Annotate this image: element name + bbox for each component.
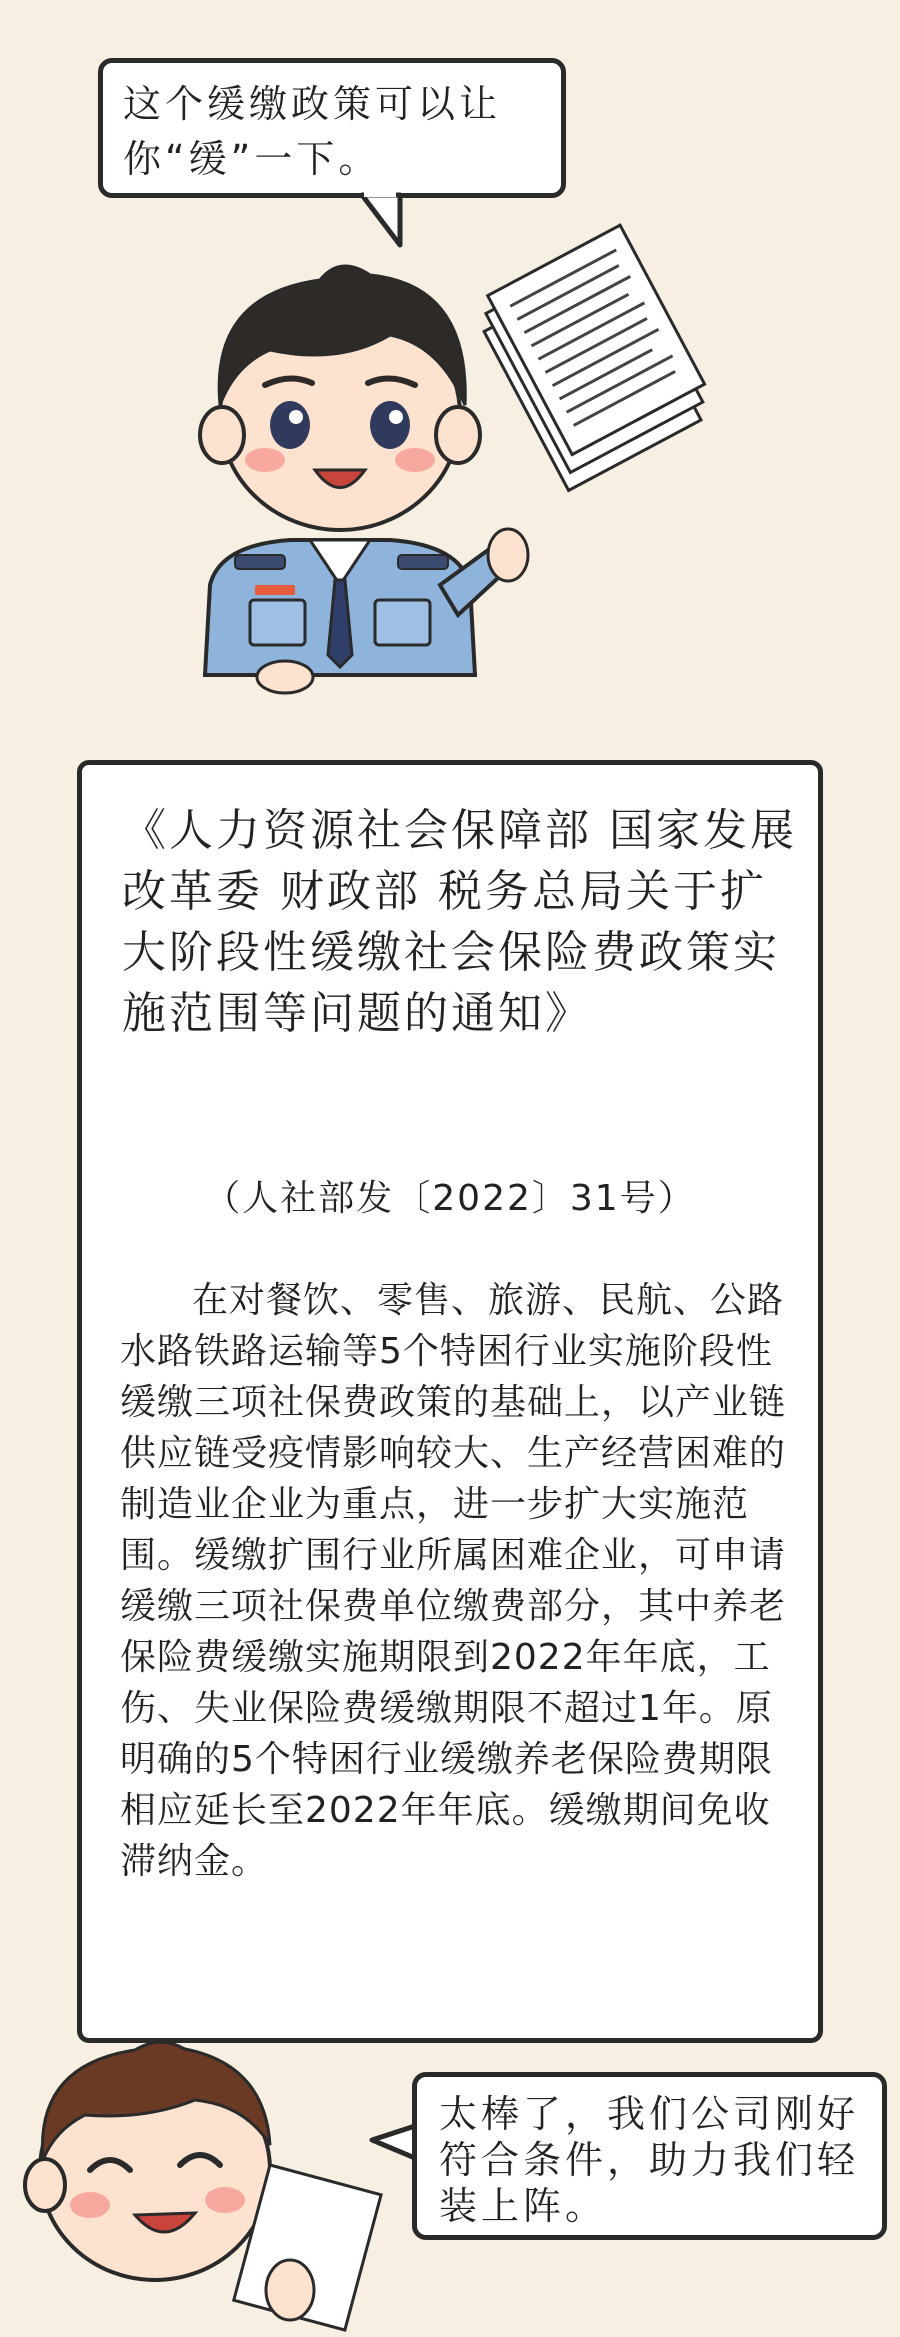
notice-number: （人社部发〔2022〕31号） xyxy=(204,1178,696,1219)
speech-bubble-bottom xyxy=(412,2072,887,2240)
speech-text-bottom: 太棒了，我们公司刚好符合条件，助力我们轻装上阵。 xyxy=(439,2092,860,2228)
notice-document xyxy=(77,760,823,2043)
notice-title: 《人力资源社会保障部 国家发展改革委 财政部 税务总局关于扩大阶段性缓缴社会保险费政策实施范围等问题的通知》 xyxy=(122,805,797,1039)
speech-tail-top xyxy=(360,193,410,253)
tax-officer-illustration xyxy=(140,255,680,695)
speech-text-top: 这个缓缴政策可以让你“缓”一下。 xyxy=(123,82,502,181)
speech-bubble-top xyxy=(98,58,566,198)
company-employee-illustration xyxy=(15,2035,415,2335)
notice-body: 在对餐饮、零售、旅游、民航、公路水路铁路运输等5个特困行业实施阶段性缓缴三项社保费政策的基础上，以产业链供应链受疫情影响较大、生产经营困难的制造业企业为重点，进一步扩大实施范围。缓缴扩围行业所属困难企业，可申请缓缴三项社保费单位缴费部分，其中养老保险费缓缴实施期限到2022年年底，工伤、失业保险费缓缴期限不超过1年。原明确的5个特困行业缓缴养老保险费期限相应延长至2022年年底。缓缴期间免收滞纳金。 xyxy=(120,1280,787,1882)
